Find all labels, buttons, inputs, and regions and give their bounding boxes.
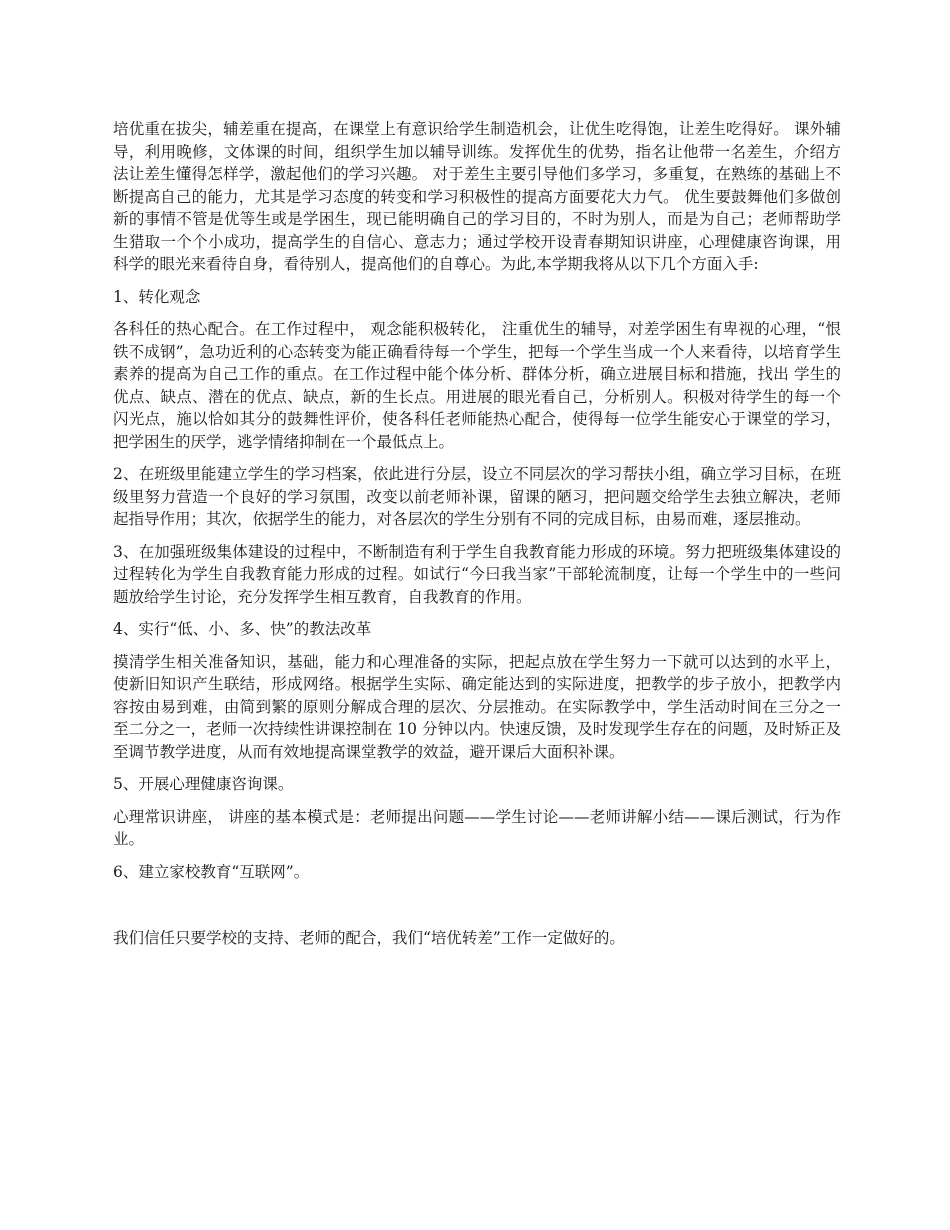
- section-paragraph-3: 3、在加强班级集体建设的过程中，不断制造有利于学生自我教育能力形成的环境。努力把班级集体建设的过程转化为学生自我教育能力形成的过程。如试行“今曰我当家”干部轮流制度，让每一个学生中的一些问题放给学生讨论，充分发挥学生相互教育，自我教育的作用。: [113, 542, 841, 606]
- section-paragraph-5: 心理常识讲座， 讲座的基本模式是：老师提出问题——学生讨论——老师讲解小结——课后测试，行为作业。: [113, 807, 841, 848]
- section-heading-1: 1、转化观念: [113, 287, 201, 306]
- intro-paragraph: 培优重在拔尖，辅差重在提高，在课堂上有意识给学生制造机会，让优生吃得饱，让差生吃得好。 课外辅导，利用晚修，文体课的时间，组织学生加以辅导训练。发挥优生的优势，指名让他带一名差生，介绍方法让差生懂得怎样学，激起他们的学习兴趣。 对于差生主要引导他们多学习，多重复，在熟练的基础上不断提高自己的能力，尤其是学习态度的转变和学习积极性的提高方面要花大力气。 优生要鼓舞他们多做创新的事情不管是优等生或是学困生，现已能明确自己的学习目的，不时为别人，而是为自己；老师帮助学生猎取一个个小成功，提高学生的自信心、意志力；通过学校开设青春期知识讲座，心理健康咨询课，用科学的眼光来看待自身，看待别人，提高他们的自尊心。为此,本学期我将从以下几个方面入手:: [113, 120, 841, 273]
- section-paragraph-2: 2、在班级里能建立学生的学习档案，依此进行分层，设立不同层次的学习帮扶小组，确立学习目标，在班级里努力营造一个良好的学习氛围，改变以前老师补课，留课的陋习，把问题交给学生去独立解决，老师起指导作用；其次，依据学生的能力，对各层次的学生分别有不同的完成目标，由易而难，逐层推动。: [113, 465, 841, 528]
- section-heading-5: 5、开展心理健康咨询课。: [113, 775, 294, 793]
- blank-spacer: [113, 893, 841, 927]
- section-paragraph-1: 各科任的热心配合。在工作过程中， 观念能积极转化， 注重优生的辅导，对差学困生有卑视的心理，“恨铁不成钢”，急功近利的心态转变为能正确看待每一个学生，把每一个学生当成一个人来看待，以培育学生素养的提高为自己工作的重点。在工作过程中能个体分析、群体分析，确立进展目标和措施，找出 学生的优点、缺点、潜在的优点、缺点，新的生长点。用进展的眼光看自己，分析别人。积极对待学生的每一个闪光点，施以恰如其分的鼓舞性评价，使各科任老师能热心配合，使得每一位学生能安心于课堂的学习，把学困生的厌学，逃学情绪抑制在一个最低点上。: [113, 320, 841, 451]
- closing-paragraph: 我们信任只要学校的支持、老师的配合，我们“培优转差”工作一定做好的。: [113, 929, 625, 947]
- section-heading-4: 4、实行“低、小、多、快”的教法改革: [113, 620, 372, 638]
- section-paragraph-4: 摸清学生相关准备知识，基础，能力和心理准备的实际，把起点放在学生努力一下就可以达到的水平上，使新旧知识产生联结，形成网络。根据学生实际、确定能达到的实际进度，把教学的步子放小，把教学内容按由易到难，由简到繁的原则分解成合理的层次、分层推动。在实际教学中，学生活动时间在三分之一至二分之一，老师一次持续性讲课控制在 10 分钟以内。快速反馈，及时发现学生存在的问题，及时矫正及至调节教学进度，从而有效地提高课堂教学的效益，避开课后大面积补课。: [113, 652, 841, 761]
- document-body: [113, 118, 841, 960]
- section-heading-6: 6、建立家校教育“互联网”。: [113, 862, 310, 881]
